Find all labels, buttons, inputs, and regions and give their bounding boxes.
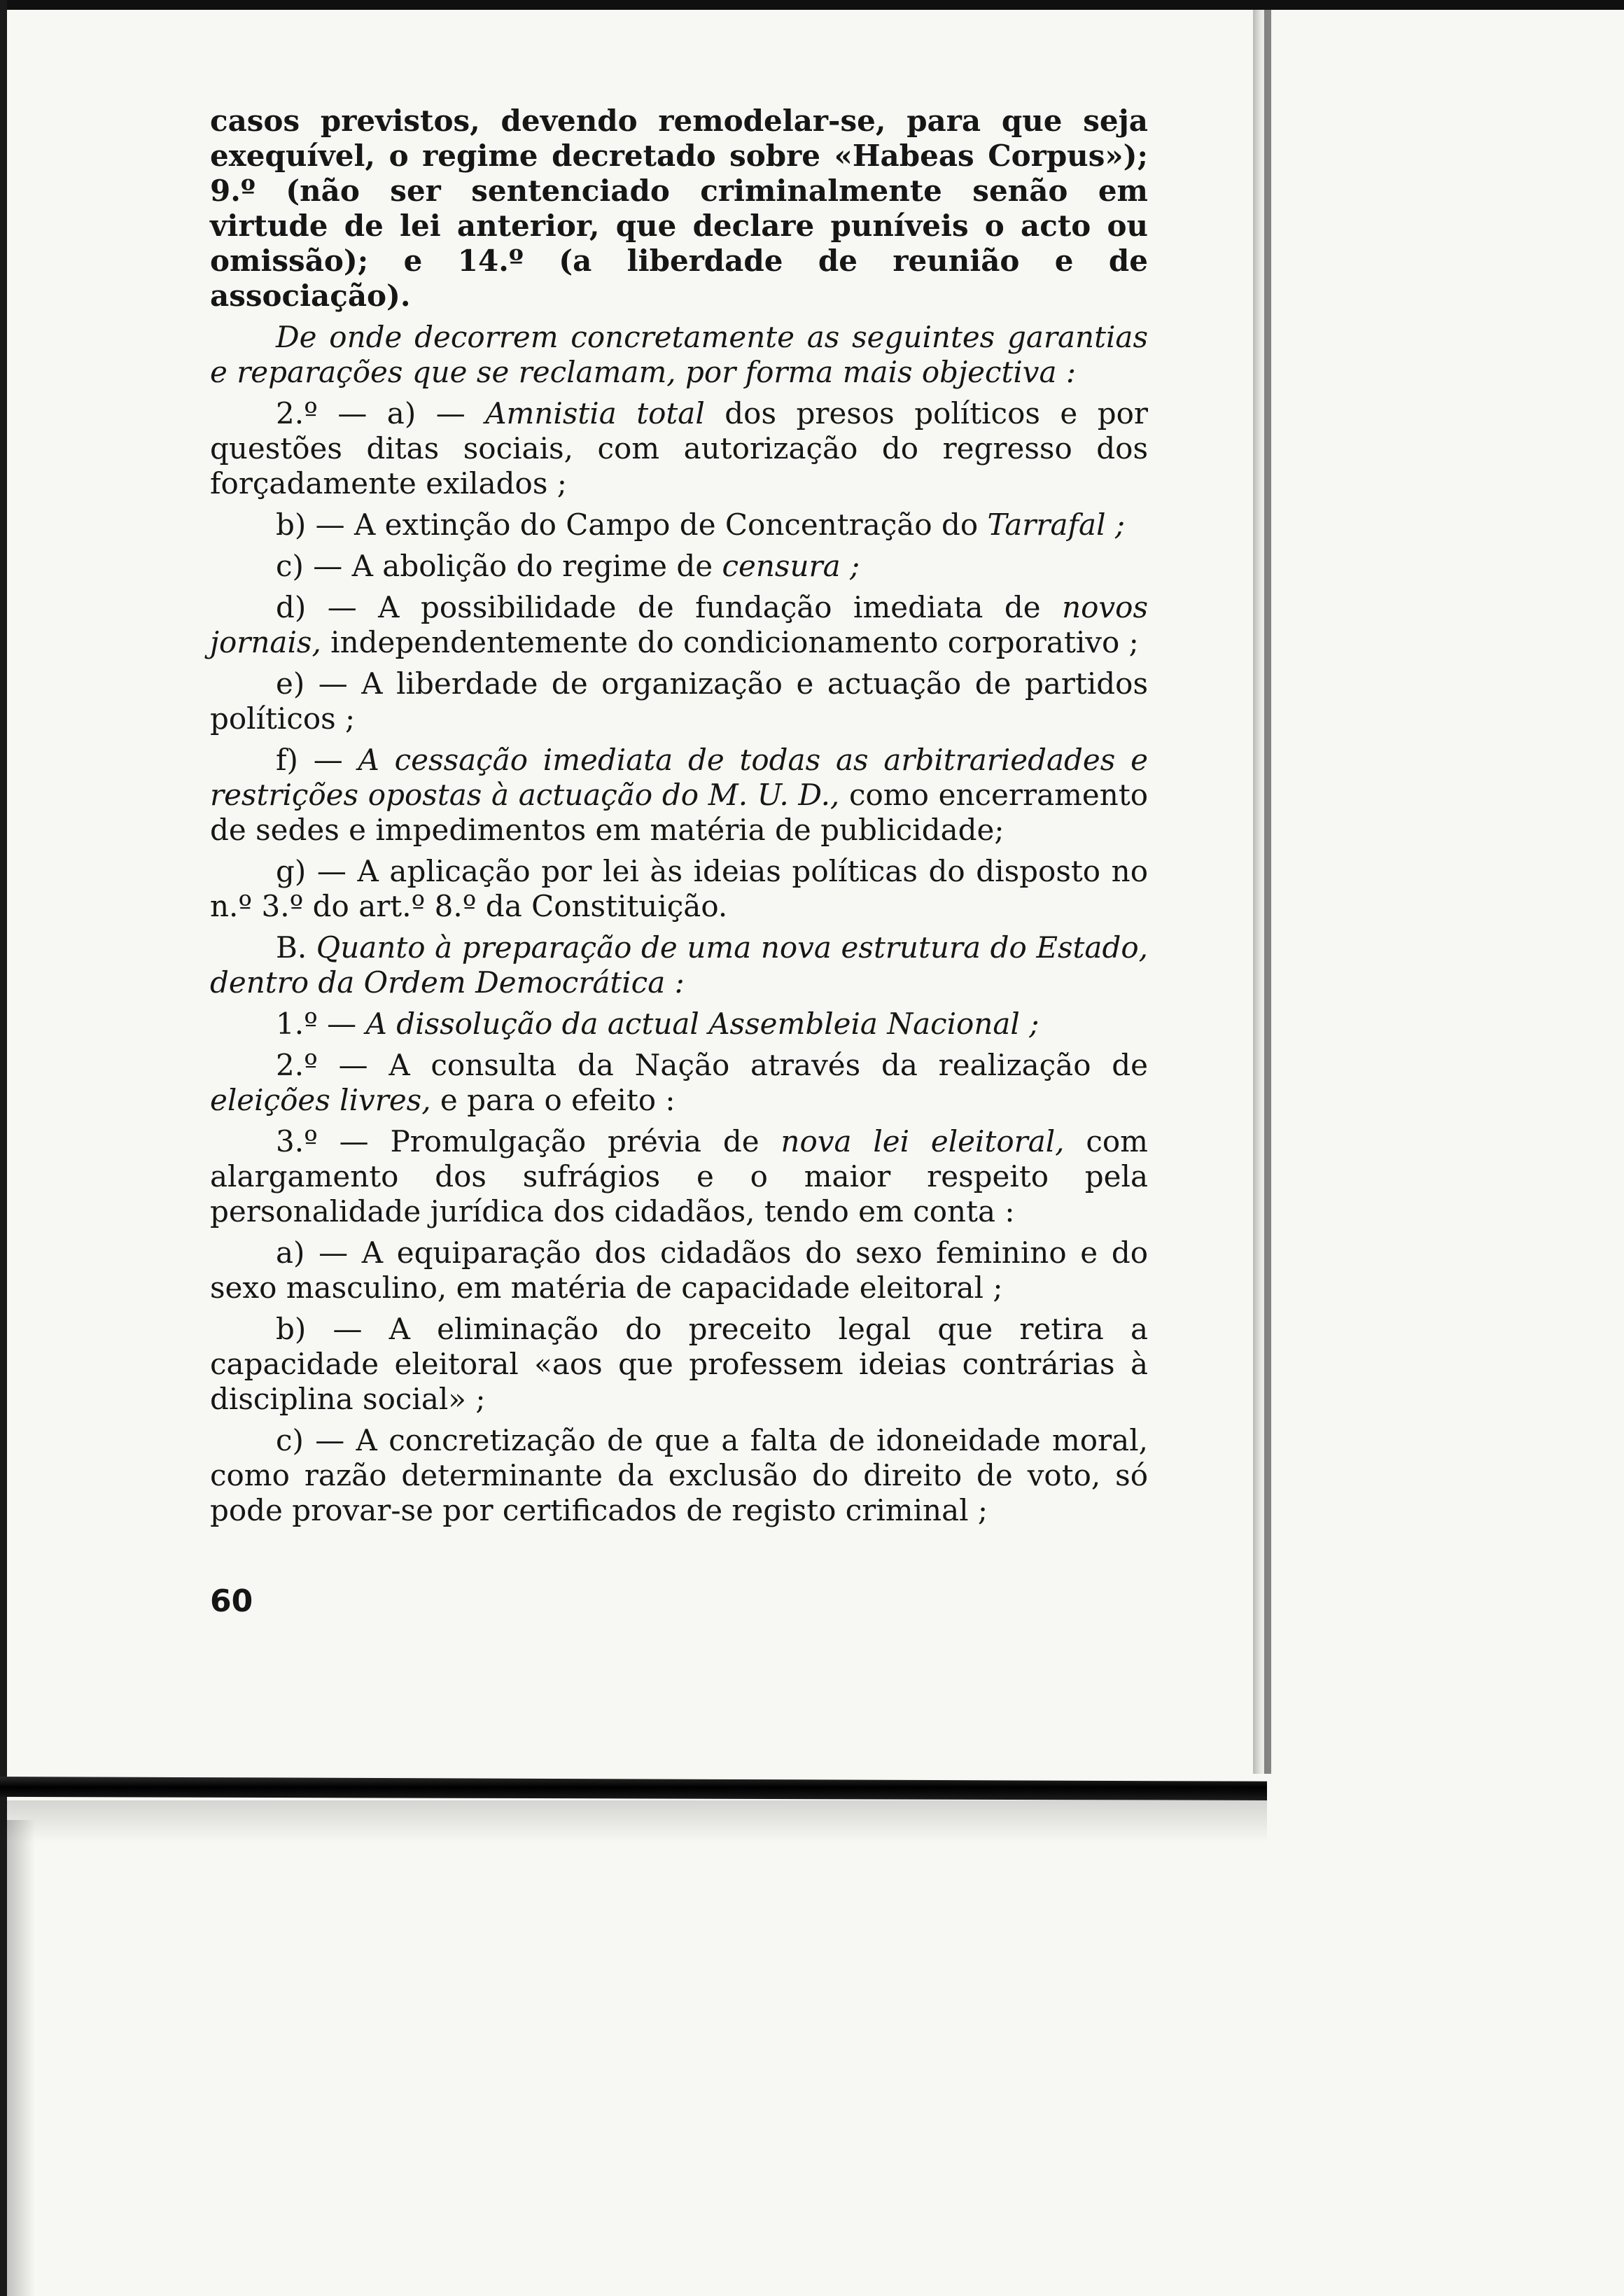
page-spine-edge <box>1264 10 1271 1774</box>
paragraph-item-b <box>210 507 1148 542</box>
text-run: B. <box>276 930 316 965</box>
text-run: A cessação imediata de todas as arbitrariedades e restrições opostas à actuação do M. U. D., <box>210 743 1148 812</box>
text-run: Amnistia total <box>485 396 705 430</box>
text-run: dos presos políticos e por questões ditas sociais, com autorização do regresso dos forçadamente exilados ; <box>210 396 1148 500</box>
paragraph-section-b <box>210 930 1148 1000</box>
text-run: 1.º — <box>276 1007 366 1041</box>
paragraph-item-amnistia <box>210 396 1148 501</box>
paragraph-item-c <box>210 549 1148 584</box>
text-run: casos previstos, devendo remodelar-se, para que seja exequível, o regime decretado sobre «Habeas Corpus»); 9.º (não ser sentenciado criminalmente senão em virtude de lei anterior, que declare puníveis o acto ou omissão); e 14.º (a liberdade de reunião e de associação). <box>210 104 1148 313</box>
page-bottom-edge <box>0 1777 1267 1800</box>
paragraph-continuation <box>210 104 1148 314</box>
text-run: 2.º — a) — <box>276 396 486 430</box>
text-run: com alargamento dos sufrágios e o maior respeito pela personalidade jurídica dos cidadãos, tendo em conta : <box>210 1124 1148 1228</box>
paragraph-item-g <box>210 854 1148 924</box>
text-run: b) — A extinção do Campo de Concentração do <box>276 507 988 542</box>
page-body <box>210 104 1148 1534</box>
text-run: b) — A eliminação do preceito legal que retira a capacidade eleitoral «aos que professem ideias contrárias à disciplina social» ; <box>210 1312 1148 1416</box>
text-run: independentemente do condicionamento corporativo ; <box>321 625 1139 659</box>
paragraph-subitem-a <box>210 1236 1148 1306</box>
paragraph-item-1 <box>210 1007 1148 1042</box>
text-run: a) — A equiparação dos cidadãos do sexo feminino e do sexo masculino, em matéria de capacidade eleitoral ; <box>210 1236 1148 1305</box>
scan-top-edge <box>0 0 1624 10</box>
scan-left-edge <box>0 0 7 2296</box>
text-run: nova lei eleitoral, <box>780 1124 1065 1158</box>
paragraph-subitem-c <box>210 1423 1148 1528</box>
text-run: De onde decorrem concretamente as seguintes garantias e reparações que se reclamam, por forma mais objectiva : <box>210 320 1148 389</box>
paragraph-intro-guarantees <box>210 320 1148 390</box>
text-run: como encerramento de sedes e impedimentos em matéria de publicidade; <box>210 778 1148 847</box>
text-run: f) — <box>276 743 358 777</box>
text-run: Quanto à preparação de uma nova estrutura do Estado, dentro da Ordem Democrática : <box>210 930 1148 1000</box>
paragraph-subitem-b <box>210 1312 1148 1417</box>
paragraph-item-d <box>210 590 1148 660</box>
text-run: 3.º — Promulgação prévia de <box>276 1124 781 1158</box>
text-run: A dissolução da actual Assembleia Nacional ; <box>365 1007 1040 1041</box>
text-run: e para o efeito : <box>430 1083 676 1117</box>
text-run: eleições livres, <box>210 1083 431 1117</box>
text-run: censura ; <box>722 549 860 583</box>
page-number: 60 <box>210 1583 253 1619</box>
paragraph-item-2 <box>210 1048 1148 1118</box>
text-run: g) — A aplicação por lei às ideias políticas do disposto no n.º 3.º do art.º 8.º da Constituição. <box>210 854 1148 923</box>
text-run: d) — A possibilidade de fundação imediata de <box>276 590 1063 624</box>
text-run: c) — A abolição do regime de <box>276 549 722 583</box>
paragraph-item-e <box>210 666 1148 736</box>
text-run: 2.º — A consulta da Nação através da realização de <box>276 1048 1148 1082</box>
text-run: e) — A liberdade de organização e actuação de partidos políticos ; <box>210 666 1148 736</box>
text-run: novos jornais, <box>210 590 1148 659</box>
paragraph-item-f <box>210 743 1148 848</box>
text-run: Tarrafal ; <box>987 507 1126 542</box>
scan-left-shadow <box>7 1820 35 2296</box>
paragraph-item-3 <box>210 1124 1148 1229</box>
page-bottom-shadow <box>0 1800 1267 1842</box>
text-run: c) — A concretização de que a falta de idoneidade moral, como razão determinante da exclusão do direito de voto, só pode provar-se por certificados de registo criminal ; <box>210 1423 1148 1527</box>
